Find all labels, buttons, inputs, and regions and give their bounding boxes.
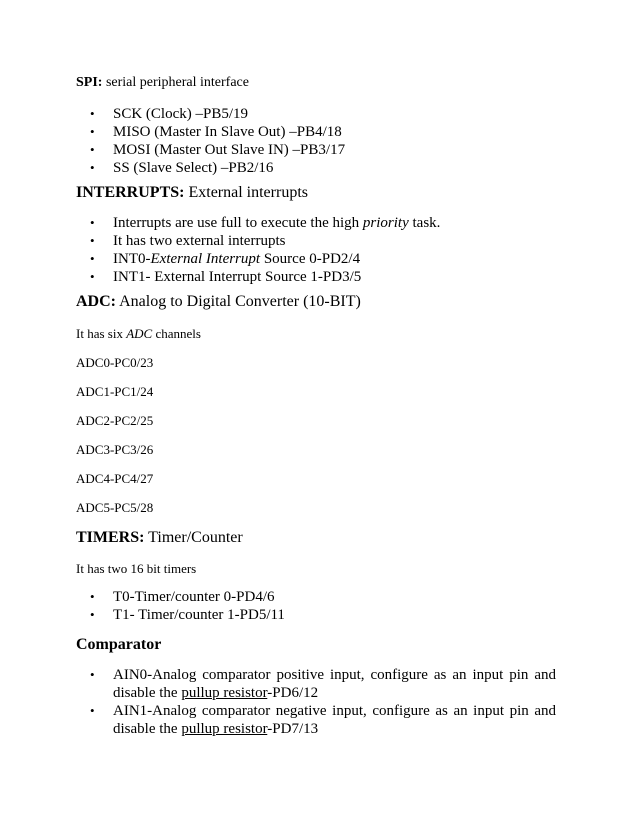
list-item-text: Source 0-PD2/4 [260, 251, 361, 267]
adc-note-emphasis: ADC [126, 326, 153, 341]
list-item-text: task. [408, 215, 441, 231]
adc-channel: ADC5-PC5/28 [76, 500, 154, 515]
timers-heading: TIMERS: [76, 529, 145, 546]
list-item: • INT1- External Interrupt Source 1-PD3/5 [76, 268, 440, 286]
list-item: • SCK (Clock) –PB5/19 [76, 105, 345, 123]
list-item-text: Interrupts are use full to execute the high [113, 215, 363, 231]
pullup-resistor-link[interactable]: pullup resistor [181, 685, 268, 701]
adc-channel: ADC1-PC1/24 [76, 384, 154, 399]
adc-note-text: channels [152, 326, 201, 341]
interrupts-desc: External interrupts [184, 184, 308, 201]
timers-list [76, 588, 285, 624]
list-item-text: AIN0-Analog comparator positive input, configure as an input pin and disable the [113, 667, 556, 701]
spi-list [76, 105, 345, 177]
list-item-emphasis: External Interrupt [150, 251, 261, 267]
spi-heading: SPI: [76, 75, 103, 90]
pullup-resistor-link[interactable]: pullup resistor [181, 721, 268, 737]
list-item-text: INT0- [113, 251, 151, 267]
adc-note [76, 326, 201, 342]
list-item [76, 214, 440, 232]
comparator-list [76, 666, 556, 738]
spi-heading-line [76, 75, 249, 91]
list-item: • MOSI (Master Out Slave IN) –PB3/17 [76, 141, 345, 159]
interrupts-list [76, 214, 440, 286]
list-item: • T0-Timer/counter 0-PD4/6 [76, 588, 285, 606]
timers-desc: Timer/Counter [144, 529, 243, 546]
adc-note-text: It has six [76, 326, 127, 341]
adc-channel: ADC2-PC2/25 [76, 413, 154, 428]
adc-channel: ADC0-PC0/23 [76, 355, 154, 370]
timers-heading-line [76, 529, 243, 547]
spi-desc: serial peripheral interface [102, 75, 249, 90]
adc-channel: ADC4-PC4/27 [76, 471, 154, 486]
comparator-heading: Comparator [76, 636, 162, 653]
adc-channel: ADC3-PC3/26 [76, 442, 154, 457]
adc-heading: ADC: [76, 293, 116, 310]
adc-desc: Analog to Digital Converter (10-BIT) [116, 293, 361, 310]
list-item-text: AIN1-Analog comparator negative input, configure as an input pin and disable the [113, 703, 556, 737]
list-item-text: -PD7/13 [267, 721, 319, 737]
adc-heading-line [76, 293, 361, 311]
list-item-emphasis: priority [362, 215, 409, 231]
timers-note: It has two 16 bit timers [76, 561, 197, 576]
list-item-text: -PD6/12 [267, 685, 319, 701]
list-item [76, 702, 556, 738]
list-item [76, 666, 556, 702]
list-item: • SS (Slave Select) –PB2/16 [76, 159, 345, 177]
interrupts-heading-line [76, 184, 308, 202]
list-item: • It has two external interrupts [76, 232, 440, 250]
comparator-heading-line [76, 636, 161, 654]
list-item: • MISO (Master In Slave Out) –PB4/18 [76, 123, 345, 141]
list-item [76, 250, 440, 268]
list-item: • T1- Timer/counter 1-PD5/11 [76, 606, 285, 624]
interrupts-heading: INTERRUPTS: [76, 184, 185, 201]
